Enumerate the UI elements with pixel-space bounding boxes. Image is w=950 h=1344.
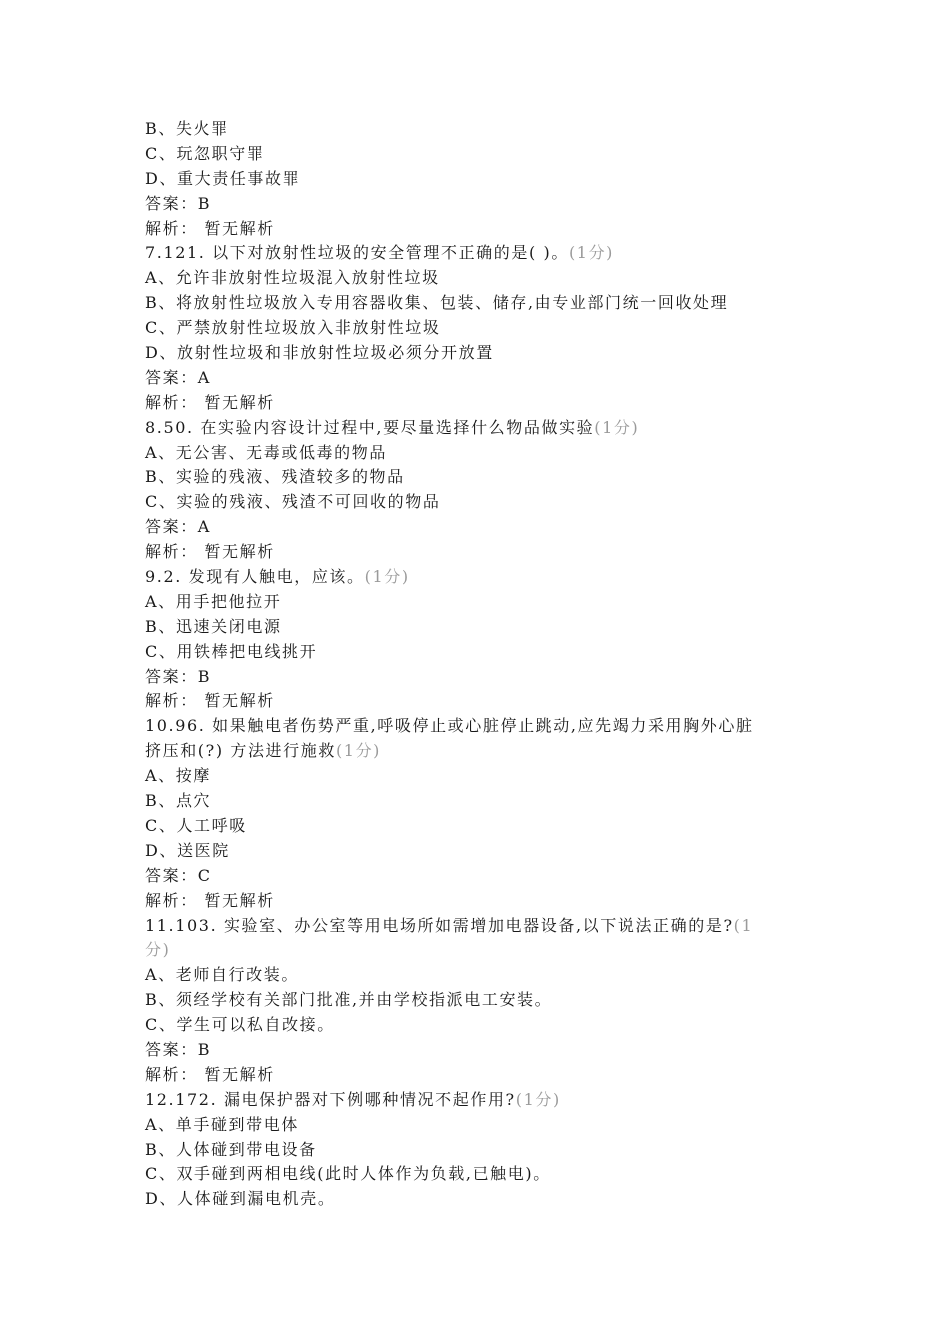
option-line: C、人工呼吸 xyxy=(145,815,247,835)
option-line: D、人体碰到漏电机壳。 xyxy=(145,1189,336,1209)
answer-line: 答案：A xyxy=(145,367,211,387)
option-line: B、将放射性垃圾放入专用容器收集、包装、储存,由专业部门统一回收处理 xyxy=(145,293,729,313)
score-label-continued: 分) xyxy=(145,940,171,960)
analysis-line: 解析： 暂无解析 xyxy=(145,542,275,562)
option-line: B、须经学校有关部门批准,并由学校指派电工安装。 xyxy=(145,990,553,1010)
score-label: (1分) xyxy=(568,243,615,263)
question-10-continued: 挤压和(?) 方法进行施救(1分) xyxy=(145,741,382,761)
question-10: 10.96. 如果触电者伤势严重,呼吸停止或心脏停止跳动,应先竭力采用胸外心脏 xyxy=(145,716,754,736)
question-7: 7.121. 以下对放射性垃圾的安全管理不正确的是( )。(1分) xyxy=(145,243,615,263)
analysis-line: 解析： 暂无解析 xyxy=(145,218,275,238)
question-11: 11.103. 实验室、办公室等用电场所如需增加电器设备,以下说法正确的是?(1 xyxy=(145,915,754,935)
option-line: A、老师自行改装。 xyxy=(145,965,299,985)
answer-line: 答案：B xyxy=(145,193,212,213)
option-line: A、单手碰到带电体 xyxy=(145,1114,299,1134)
answer-line: 答案：C xyxy=(145,865,212,885)
option-line: C、严禁放射性垃圾放入非放射性垃圾 xyxy=(145,318,441,338)
option-line: C、实验的残液、残渣不可回收的物品 xyxy=(145,492,441,512)
option-line: C、用铁棒把电线挑开 xyxy=(145,641,318,661)
analysis-line: 解析： 暂无解析 xyxy=(145,392,275,412)
answer-line: 答案：B xyxy=(145,1039,212,1059)
score-label: (1 xyxy=(733,915,754,935)
question-8: 8.50. 在实验内容设计过程中,要尽量选择什么物品做实验(1分) xyxy=(145,417,640,437)
question-11-continued xyxy=(145,938,810,963)
option-line: D、送医院 xyxy=(145,840,230,860)
score-label: (1分) xyxy=(594,417,640,437)
option-line: A、用手把他拉开 xyxy=(145,591,282,611)
answer-line: 答案：B xyxy=(145,666,212,686)
option-line: A、允许非放射性垃圾混入放射性垃圾 xyxy=(145,268,440,288)
option-line: C、玩忽职守罪 xyxy=(145,143,265,163)
document-page xyxy=(145,117,810,1212)
score-label: (1分) xyxy=(515,1089,561,1109)
question-9: 9.2. 发现有人触电，应该。(1分) xyxy=(145,567,410,587)
option-line: D、放射性垃圾和非放射性垃圾必须分开放置 xyxy=(145,343,494,363)
option-line: D、重大责任事故罪 xyxy=(145,168,301,188)
option-line: C、双手碰到两相电线(此时人体作为负载,已触电)。 xyxy=(145,1164,551,1184)
option-line: B、点穴 xyxy=(145,791,212,811)
option-line: B、失火罪 xyxy=(145,119,229,138)
option-line: B、迅速关闭电源 xyxy=(145,616,282,636)
score-label: (1分) xyxy=(364,567,410,587)
score-label: (1分) xyxy=(335,741,382,761)
analysis-line: 解析： 暂无解析 xyxy=(145,1064,275,1084)
option-line: B、人体碰到带电设备 xyxy=(145,1139,317,1159)
question-12: 12.172. 漏电保护器对下例哪种情况不起作用?(1分) xyxy=(145,1089,561,1109)
analysis-line: 解析： 暂无解析 xyxy=(145,691,275,711)
answer-line: 答案：A xyxy=(145,517,211,537)
analysis-line: 解析： 暂无解析 xyxy=(145,890,275,910)
option-line: B、实验的残液、残渣较多的物品 xyxy=(145,467,405,487)
option-line: A、无公害、无毒或低毒的物品 xyxy=(145,442,387,462)
option-line: C、学生可以私自改接。 xyxy=(145,1015,335,1035)
option-line: A、按摩 xyxy=(145,766,211,786)
